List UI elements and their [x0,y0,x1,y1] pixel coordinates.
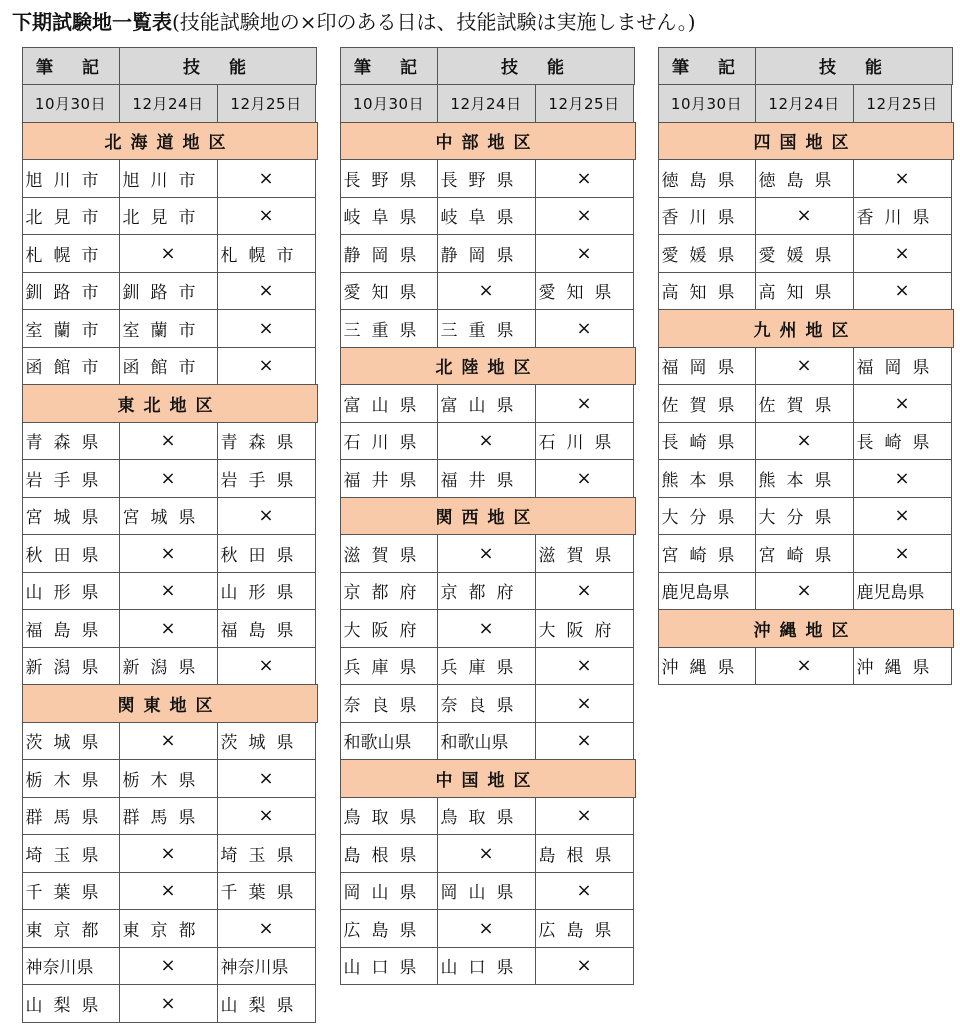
table-header-row [340,47,636,85]
written-exam-site: 島根県 [340,834,438,873]
written-exam-site: 愛知県 [340,272,438,311]
table-row [340,797,636,835]
not-held-mark: × [535,459,634,498]
table-row [340,160,636,198]
not-held-mark: × [535,197,634,236]
practical-exam-site-day1: 新潟県 [119,647,218,686]
practical-exam-site-day1: 函館市 [119,347,218,386]
practical-exam-site-day1: 三重県 [437,309,536,348]
written-exam-site: 京都府 [340,572,438,611]
written-exam-site: 富山県 [340,384,438,423]
not-held-mark: × [217,759,316,798]
written-exam-site: 徳島県 [658,159,756,198]
table-row [22,647,318,685]
region-header: 沖縄地区 [658,609,954,648]
table-header-row [22,47,318,85]
not-held-mark: × [853,534,952,573]
not-held-mark: × [853,234,952,273]
table-row [340,460,636,498]
page-title [12,9,696,35]
written-exam-site: 兵庫県 [340,647,438,686]
not-held-mark: × [535,309,634,348]
not-held-mark: × [217,909,316,948]
table-row [340,835,636,873]
region-row [340,760,636,798]
not-held-mark: × [535,684,634,723]
table-row [340,235,636,273]
practical-exam-site-day2: 岩手県 [217,459,316,498]
region-row [340,497,636,535]
table-row [22,272,318,310]
table-row [658,197,954,235]
table-row [340,572,636,610]
written-exam-site: 石川県 [340,422,438,461]
written-exam-header: 筆 記 [340,47,438,86]
table-row [340,910,636,948]
not-held-mark: × [119,572,218,611]
not-held-mark: × [437,534,536,573]
written-exam-site: 長崎県 [658,422,756,461]
written-exam-site: 栃木県 [22,759,120,798]
region-header: 四国地区 [658,122,954,161]
not-held-mark: × [853,459,952,498]
practical-exam-site-day1: 群馬県 [119,797,218,836]
practical-exam-site-day1: 京都府 [437,572,536,611]
table-date-row [658,85,954,123]
written-exam-site: 大分県 [658,497,756,536]
not-held-mark: × [217,197,316,236]
not-held-mark: × [535,872,634,911]
practical-exam-site-day1: 北見市 [119,197,218,236]
not-held-mark: × [535,722,634,761]
written-exam-site: 北見市 [22,197,120,236]
table-row [22,347,318,385]
practical-exam-site-day1: 兵庫県 [437,647,536,686]
exam-table-column-3 [658,47,954,685]
practical-exam-site-day2: 千葉県 [217,872,316,911]
table-row [658,460,954,498]
practical-exam-date-1: 12月24日 [437,84,536,123]
written-exam-site: 熊本県 [658,459,756,498]
written-exam-header: 筆 記 [658,47,756,86]
table-row [658,385,954,423]
practical-exam-date-2: 12月25日 [217,84,316,123]
not-held-mark: × [755,572,854,611]
region-row [340,122,636,160]
region-header: 中国地区 [340,759,636,798]
region-row [22,122,318,160]
not-held-mark: × [755,347,854,386]
written-exam-date: 10月30日 [22,84,120,123]
table-row [22,722,318,760]
not-held-mark: × [853,384,952,423]
written-exam-site: 愛媛県 [658,234,756,273]
written-exam-site: 釧路市 [22,272,120,311]
practical-exam-site-day1: 岡山県 [437,872,536,911]
table-row [22,947,318,985]
practical-exam-site-day1: 岐阜県 [437,197,536,236]
written-exam-site: 奈良県 [340,684,438,723]
written-exam-site: 香川県 [658,197,756,236]
practical-exam-site-day1: 静岡県 [437,234,536,273]
table-row [340,610,636,648]
written-exam-site: 滋賀県 [340,534,438,573]
table-date-row [22,85,318,123]
practical-exam-site-day1: 長野県 [437,159,536,198]
table-row [340,385,636,423]
practical-exam-header: 技 能 [755,47,953,86]
practical-exam-site-day1: 徳島県 [755,159,854,198]
practical-exam-site-day1: 宮城県 [119,497,218,536]
written-exam-site: 静岡県 [340,234,438,273]
practical-exam-site-day1: 奈良県 [437,684,536,723]
practical-exam-site-day2: 香川県 [853,197,952,236]
not-held-mark: × [119,722,218,761]
not-held-mark: × [217,272,316,311]
not-held-mark: × [853,159,952,198]
practical-exam-date-1: 12月24日 [755,84,854,123]
table-row [340,685,636,723]
not-held-mark: × [437,422,536,461]
region-header: 関東地区 [22,684,318,723]
practical-exam-site-day2: 愛知県 [535,272,634,311]
not-held-mark: × [119,834,218,873]
table-row [22,610,318,648]
practical-exam-site-day2: 広島県 [535,909,634,948]
not-held-mark: × [853,497,952,536]
written-exam-site: 山梨県 [22,984,120,1023]
not-held-mark: × [217,309,316,348]
table-row [22,310,318,348]
written-exam-site: 旭川市 [22,159,120,198]
not-held-mark: × [119,234,218,273]
table-row [22,985,318,1023]
table-row [22,760,318,798]
region-row [22,385,318,423]
table-row [340,872,636,910]
table-row [658,272,954,310]
written-exam-site: 岡山県 [340,872,438,911]
region-row [340,347,636,385]
table-row [22,160,318,198]
exam-table-column-2 [340,47,636,985]
practical-exam-site-day2: 長崎県 [853,422,952,461]
practical-exam-site-day1: 熊本県 [755,459,854,498]
written-exam-site: 山形県 [22,572,120,611]
not-held-mark: × [217,347,316,386]
not-held-mark: × [535,572,634,611]
practical-exam-site-day2: 青森県 [217,422,316,461]
not-held-mark: × [535,947,634,986]
written-exam-site: 沖縄県 [658,647,756,686]
practical-exam-site-day1: 福井県 [437,459,536,498]
region-header: 北海道地区 [22,122,318,161]
practical-exam-site-day2: 山形県 [217,572,316,611]
table-row [658,572,954,610]
not-held-mark: × [755,422,854,461]
not-held-mark: × [535,384,634,423]
not-held-mark: × [853,272,952,311]
not-held-mark: × [217,647,316,686]
written-exam-site: 三重県 [340,309,438,348]
practical-exam-site-day2: 札幌市 [217,234,316,273]
written-exam-site: 佐賀県 [658,384,756,423]
written-exam-site: 函館市 [22,347,120,386]
exam-table-column-1 [22,47,318,1022]
practical-exam-site-day2: 石川県 [535,422,634,461]
table-row [22,197,318,235]
table-row [658,647,954,685]
written-exam-site: 和歌山県 [340,722,438,761]
not-held-mark: × [119,872,218,911]
table-row [340,422,636,460]
region-row [22,685,318,723]
written-exam-site: 広島県 [340,909,438,948]
practical-exam-site-day2: 神奈川県 [217,947,316,986]
written-exam-site: 秋田県 [22,534,120,573]
not-held-mark: × [437,609,536,648]
written-exam-site: 室蘭市 [22,309,120,348]
table-row [22,460,318,498]
table-row [340,197,636,235]
table-date-row [340,85,636,123]
table-row [340,272,636,310]
practical-exam-header: 技 能 [119,47,317,86]
practical-exam-site-day1: 愛媛県 [755,234,854,273]
practical-exam-site-day1: 和歌山県 [437,722,536,761]
practical-exam-site-day1: 東京都 [119,909,218,948]
page-title-note: (技能試験地の×印のある日は、技能試験は実施しません。) [172,10,696,34]
not-held-mark: × [437,909,536,948]
not-held-mark: × [119,422,218,461]
region-header: 関西地区 [340,497,636,536]
not-held-mark: × [119,984,218,1023]
not-held-mark: × [217,797,316,836]
region-header: 北陸地区 [340,347,636,386]
not-held-mark: × [217,159,316,198]
written-exam-site: 千葉県 [22,872,120,911]
table-row [22,835,318,873]
practical-exam-site-day2: 福島県 [217,609,316,648]
table-row [340,535,636,573]
written-exam-date: 10月30日 [658,84,756,123]
not-held-mark: × [119,459,218,498]
practical-exam-site-day2: 茨城県 [217,722,316,761]
table-row [22,797,318,835]
practical-exam-site-day2: 山梨県 [217,984,316,1023]
practical-exam-site-day2: 鹿児島県 [853,572,952,611]
practical-exam-site-day2: 沖縄県 [853,647,952,686]
practical-exam-site-day1: 旭川市 [119,159,218,198]
written-exam-site: 福島県 [22,609,120,648]
table-row [658,535,954,573]
written-exam-site: 福岡県 [658,347,756,386]
not-held-mark: × [119,609,218,648]
written-exam-site: 鹿児島県 [658,572,756,611]
not-held-mark: × [535,797,634,836]
practical-exam-site-day1: 栃木県 [119,759,218,798]
region-header: 九州地区 [658,309,954,348]
practical-exam-site-day1: 釧路市 [119,272,218,311]
region-header: 東北地区 [22,384,318,423]
not-held-mark: × [755,197,854,236]
written-exam-site: 群馬県 [22,797,120,836]
not-held-mark: × [535,234,634,273]
written-exam-site: 山口県 [340,947,438,986]
not-held-mark: × [755,647,854,686]
table-row [340,947,636,985]
page-title-main: 下期試験地一覧表 [12,10,172,34]
table-row [22,872,318,910]
table-row [22,422,318,460]
practical-exam-date-2: 12月25日 [853,84,952,123]
written-exam-site: 大阪府 [340,609,438,648]
practical-exam-site-day2: 滋賀県 [535,534,634,573]
written-exam-site: 東京都 [22,909,120,948]
table-row [22,535,318,573]
region-row [658,122,954,160]
practical-exam-site-day1: 室蘭市 [119,309,218,348]
table-row [340,647,636,685]
region-row [658,310,954,348]
table-row [22,572,318,610]
practical-exam-site-day1: 鳥取県 [437,797,536,836]
not-held-mark: × [217,497,316,536]
written-exam-site: 鳥取県 [340,797,438,836]
not-held-mark: × [437,834,536,873]
written-exam-site: 高知県 [658,272,756,311]
table-row [658,497,954,535]
not-held-mark: × [119,534,218,573]
practical-exam-date-2: 12月25日 [535,84,634,123]
practical-exam-site-day1: 富山県 [437,384,536,423]
practical-exam-site-day2: 秋田県 [217,534,316,573]
table-row [22,235,318,273]
table-header-row [658,47,954,85]
table-row [22,910,318,948]
written-exam-site: 長野県 [340,159,438,198]
practical-exam-site-day2: 島根県 [535,834,634,873]
practical-exam-site-day1: 高知県 [755,272,854,311]
practical-exam-site-day2: 埼玉県 [217,834,316,873]
written-exam-site: 青森県 [22,422,120,461]
written-exam-site: 新潟県 [22,647,120,686]
region-row [658,610,954,648]
written-exam-site: 福井県 [340,459,438,498]
table-row [658,347,954,385]
written-exam-site: 岐阜県 [340,197,438,236]
table-row [340,722,636,760]
practical-exam-date-1: 12月24日 [119,84,218,123]
written-exam-site: 埼玉県 [22,834,120,873]
practical-exam-site-day1: 宮崎県 [755,534,854,573]
not-held-mark: × [535,647,634,686]
table-row [658,422,954,460]
practical-exam-site-day2: 大阪府 [535,609,634,648]
practical-exam-site-day1: 大分県 [755,497,854,536]
practical-exam-header: 技 能 [437,47,635,86]
written-exam-site: 茨城県 [22,722,120,761]
table-row [658,160,954,198]
table-row [340,310,636,348]
written-exam-site: 岩手県 [22,459,120,498]
written-exam-site: 札幌市 [22,234,120,273]
not-held-mark: × [119,947,218,986]
not-held-mark: × [437,272,536,311]
written-exam-site: 宮城県 [22,497,120,536]
table-row [22,497,318,535]
written-exam-site: 宮崎県 [658,534,756,573]
written-exam-site: 神奈川県 [22,947,120,986]
region-header: 中部地区 [340,122,636,161]
written-exam-date: 10月30日 [340,84,438,123]
not-held-mark: × [535,159,634,198]
practical-exam-site-day1: 佐賀県 [755,384,854,423]
practical-exam-site-day1: 山口県 [437,947,536,986]
table-row [658,235,954,273]
written-exam-header: 筆 記 [22,47,120,86]
practical-exam-site-day2: 福岡県 [853,347,952,386]
